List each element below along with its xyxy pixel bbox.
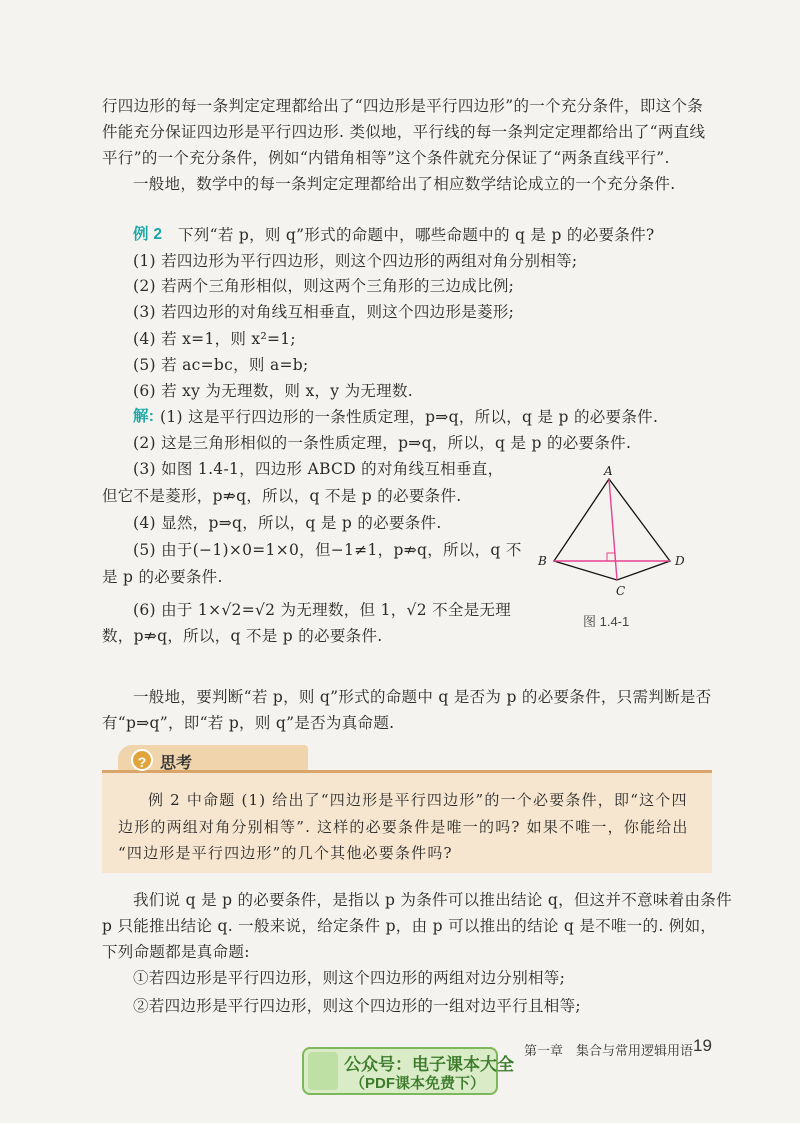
- think-title: 思考: [160, 755, 193, 772]
- quadrilateral-outline: [554, 479, 670, 580]
- question-icon: ?: [131, 749, 153, 771]
- closing-line-5: ②若四边形是平行四边形，则这个四边形的一组对边平行且相等;: [133, 997, 581, 1015]
- solution-label: 解:: [133, 408, 155, 425]
- example-item-2: (2) 若两个三角形相似，则这两个三角形的三边成比例;: [133, 277, 515, 295]
- think-line-3: “四边形是平行四边形”的几个其他必要条件吗?: [118, 844, 453, 862]
- example-item-5: (5) 若 ac=bc，则 a=b;: [133, 356, 309, 374]
- closing-line-2: p 只能推出结论 q. 一般来说，给定条件 p，由 p 可以推出的结论 q 是不唯一的. 例如，: [102, 917, 717, 935]
- example-item-6: (6) 若 xy 为无理数，则 x，y 为无理数.: [133, 382, 414, 400]
- example-item-1: (1) 若四边形为平行四边形，则这个四边形的两组对角分别相等;: [133, 252, 578, 270]
- quadrilateral-figure: [530, 465, 690, 605]
- solution-3a: (3) 如图 1.4-1，四边形 ABCD 的对角线互相垂直，: [133, 460, 504, 478]
- example-prompt: 下列“若 p，则 q”形式的命题中，哪些命题中的 q 是 p 的必要条件?: [178, 226, 655, 244]
- chapter-title: 第一章 集合与常用逻辑用语: [524, 1043, 694, 1058]
- label-c: C: [616, 584, 626, 598]
- think-line-2: 边形的两组对角分别相等”. 这样的必要条件是唯一的吗? 如果不唯一，你能给出: [118, 818, 689, 836]
- right-angle-mark: [607, 553, 615, 561]
- example-label: 例 2: [133, 226, 163, 243]
- think-line-1: 例 2 中命题 (1) 给出了“四边形是平行四边形”的一个必要条件，即“这个四: [148, 791, 688, 809]
- solution-5b: 是 p 的必要条件.: [102, 568, 223, 586]
- label-a: A: [604, 465, 613, 478]
- body-line-4: 一般地，数学中的每一条判定定理都给出了相应数学结论成立的一个充分条件.: [133, 175, 676, 193]
- page-number: 19: [693, 1036, 712, 1055]
- solution-5a: (5) 由于(−1)×0=1×0，但−1≠1，p⇏q，所以，q 不: [133, 541, 522, 559]
- example-item-3: (3) 若四边形的对角线互相垂直，则这个四边形是菱形;: [133, 303, 515, 321]
- body-line-1: 行四边形的每一条判定定理都给出了“四边形是平行四边形”的一个充分条件，即这个条: [102, 97, 704, 115]
- solution-3b: 但它不是菱形，p⇏q，所以，q 不是 p 的必要条件.: [102, 487, 462, 505]
- solution-4: (4) 显然，p⇒q，所以，q 是 p 的必要条件.: [133, 514, 442, 532]
- solution-6b: 数，p⇏q，所以，q 不是 p 的必要条件.: [102, 627, 383, 645]
- closing-line-3: 下列命题都是真命题:: [102, 943, 250, 961]
- closing-line-1: 我们说 q 是 p 的必要条件，是指以 p 为条件可以推出结论 q，但这并不意味着由条件: [133, 891, 732, 909]
- figure-caption: 图 1.4-1: [583, 614, 630, 629]
- diagonal-ac: [609, 479, 617, 580]
- solution-1: (1) 这是平行四边形的一条性质定理，p⇒q，所以，q 是 p 的必要条件.: [160, 408, 659, 426]
- solution-6a: (6) 由于 1×√2=√2 为无理数，但 1，√2 不全是无理: [133, 601, 512, 619]
- watermark-line-2: （PDF课本免费下）: [350, 1075, 486, 1092]
- label-b: B: [538, 554, 547, 568]
- body-line-3: 平行”的一个充分条件，例如“内错角相等”这个条件就充分保证了“两条直线平行”.: [102, 149, 670, 167]
- book-logo-icon: [308, 1052, 338, 1090]
- example-item-4: (4) 若 x=1，则 x²=1;: [133, 330, 296, 348]
- label-d: D: [675, 554, 685, 568]
- after-line-2: 有“p⇒q”，即“若 p，则 q”是否为真命题.: [102, 714, 395, 732]
- watermark-line-1: 公众号：电子课本大全: [344, 1055, 514, 1074]
- after-line-1: 一般地，要判断“若 p，则 q”形式的命题中 q 是否为 p 的必要条件，只需判断是否: [133, 688, 712, 706]
- solution-2: (2) 这是三角形相似的一条性质定理，p⇒q，所以，q 是 p 的必要条件.: [133, 434, 632, 452]
- closing-line-4: ①若四边形是平行四边形，则这个四边形的两组对边分别相等;: [133, 969, 566, 987]
- body-line-2: 件能充分保证四边形是平行四边形. 类似地，平行线的每一条判定定理都给出了“两直线: [102, 123, 706, 141]
